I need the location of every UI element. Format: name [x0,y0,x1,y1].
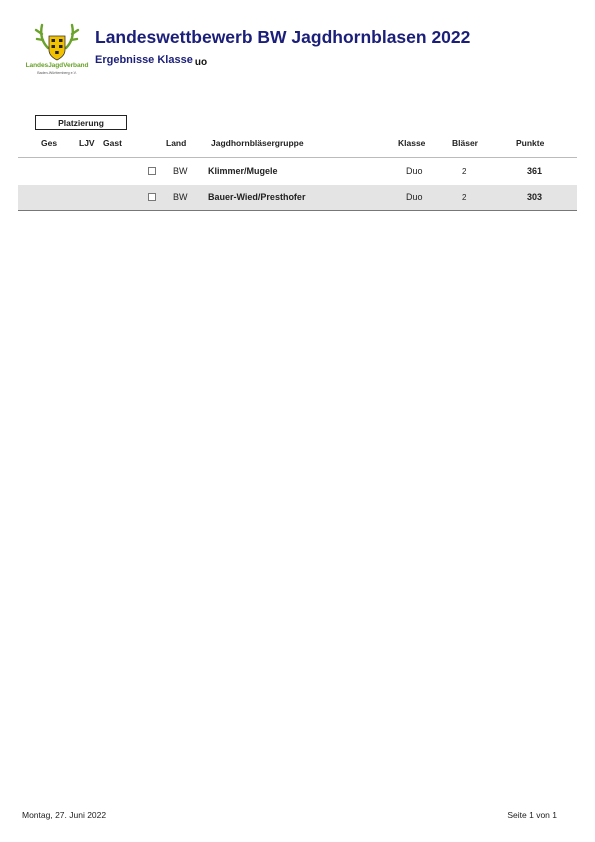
page-subtitle [95,54,207,66]
cell-group: Klimmer/Mugele [208,166,278,176]
table-row [18,159,577,184]
cell-blaeser: 2 [462,167,467,176]
logo-text: LandesJagdVerband [25,62,89,69]
table-row [18,185,577,211]
logo-subtext: Baden-Württemberg e.V. [37,71,77,75]
cell-group: Bauer-Wied/Presthofer [208,192,306,202]
subtitle-label: Ergebnisse Klasse [95,54,193,66]
footer-page: Seite 1 von 1 [507,810,557,820]
column-header-ges: Ges [41,138,58,148]
cell-punkte: 303 [527,192,543,202]
cell-blaeser: 2 [462,193,467,202]
column-header-blaeser: Bläser [452,138,478,148]
column-header-land: Land [166,138,187,148]
footer-date: Montag, 27. Juni 2022 [22,810,107,820]
cell-klasse: Duo [406,192,423,202]
column-header-ljv: LJV [79,138,95,148]
logo [22,22,92,78]
checkbox-icon[interactable] [148,193,156,201]
cell-klasse: Duo [406,166,423,176]
cell-punkte: 361 [527,166,543,176]
placement-group-header: Platzierung [35,115,127,130]
column-header-group: Jagdhornbläsergruppe [211,138,304,148]
header-divider [18,157,577,158]
page-title: Landeswettbewerb BW Jagdhornblasen 2022 [95,27,471,47]
column-header-klasse: Klasse [398,138,426,148]
cell-land: BW [173,192,188,202]
column-header-punkte: Punkte [516,138,545,148]
cell-land: BW [173,166,188,176]
column-header-gast: Gast [103,138,122,148]
antler-shield-logo-icon [34,22,80,62]
checkbox-icon[interactable] [148,167,156,175]
class-code: uo [194,57,208,68]
